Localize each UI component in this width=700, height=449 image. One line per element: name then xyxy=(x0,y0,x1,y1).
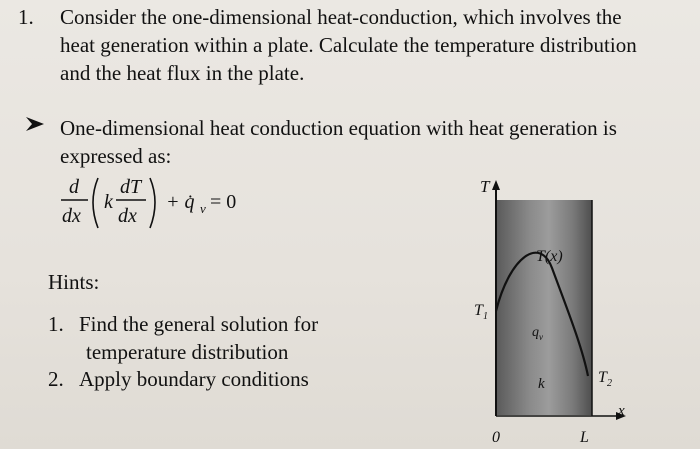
problem-line: Consider the one-dimensional heat-conduction, which involves the xyxy=(60,5,622,29)
hint-item xyxy=(48,365,309,393)
plate-temperature-diagram xyxy=(470,176,660,446)
problem-statement xyxy=(60,3,637,87)
eq-k: k xyxy=(104,191,113,213)
section-line: expressed as: xyxy=(60,144,172,168)
length-label: L xyxy=(580,429,589,446)
hint-item xyxy=(48,310,318,338)
hints-label: Hints: xyxy=(48,270,100,294)
t2-label: T xyxy=(598,369,607,386)
heat-equation xyxy=(58,172,298,232)
t1-subscript: 1 xyxy=(483,311,488,322)
origin-label: 0 xyxy=(492,429,500,446)
problem-line: heat generation within a plate. Calculate the temperature distribution xyxy=(60,33,637,57)
t1-label: T xyxy=(474,302,483,319)
hint-text: Find the general solution for xyxy=(79,312,319,336)
eq-outer-denominator: dx xyxy=(62,205,81,227)
x-axis-label: x xyxy=(618,403,625,419)
t-axis-arrow-icon xyxy=(492,180,500,190)
problem-line: and the heat flux in the plate. xyxy=(60,61,305,85)
arrow-bullet-icon xyxy=(24,114,46,142)
qv-label: q xyxy=(532,325,539,340)
hint-text: Apply boundary conditions xyxy=(79,367,309,391)
hint-number: 2. xyxy=(48,367,64,391)
eq-generation-subscript: v xyxy=(200,201,206,216)
hint-text-continuation: temperature distribution xyxy=(86,340,289,364)
qv-subscript: v xyxy=(539,332,543,342)
eq-generation-term: + q̇ xyxy=(166,191,195,213)
eq-outer-numerator: d xyxy=(69,176,79,198)
section-text xyxy=(60,114,617,170)
curve-label: T(x) xyxy=(536,248,563,265)
hint-number: 1. xyxy=(48,312,64,336)
section-line: One-dimensional heat conduction equation with heat generation is xyxy=(60,116,617,140)
eq-inner-numerator: dT xyxy=(120,176,142,198)
k-label: k xyxy=(538,376,545,392)
t-axis-label: T xyxy=(480,177,490,196)
eq-equals: = 0 xyxy=(210,191,237,213)
t2-subscript: 2 xyxy=(607,378,612,389)
eq-inner-denominator: dx xyxy=(118,205,137,227)
problem-number: 1. xyxy=(18,5,34,29)
